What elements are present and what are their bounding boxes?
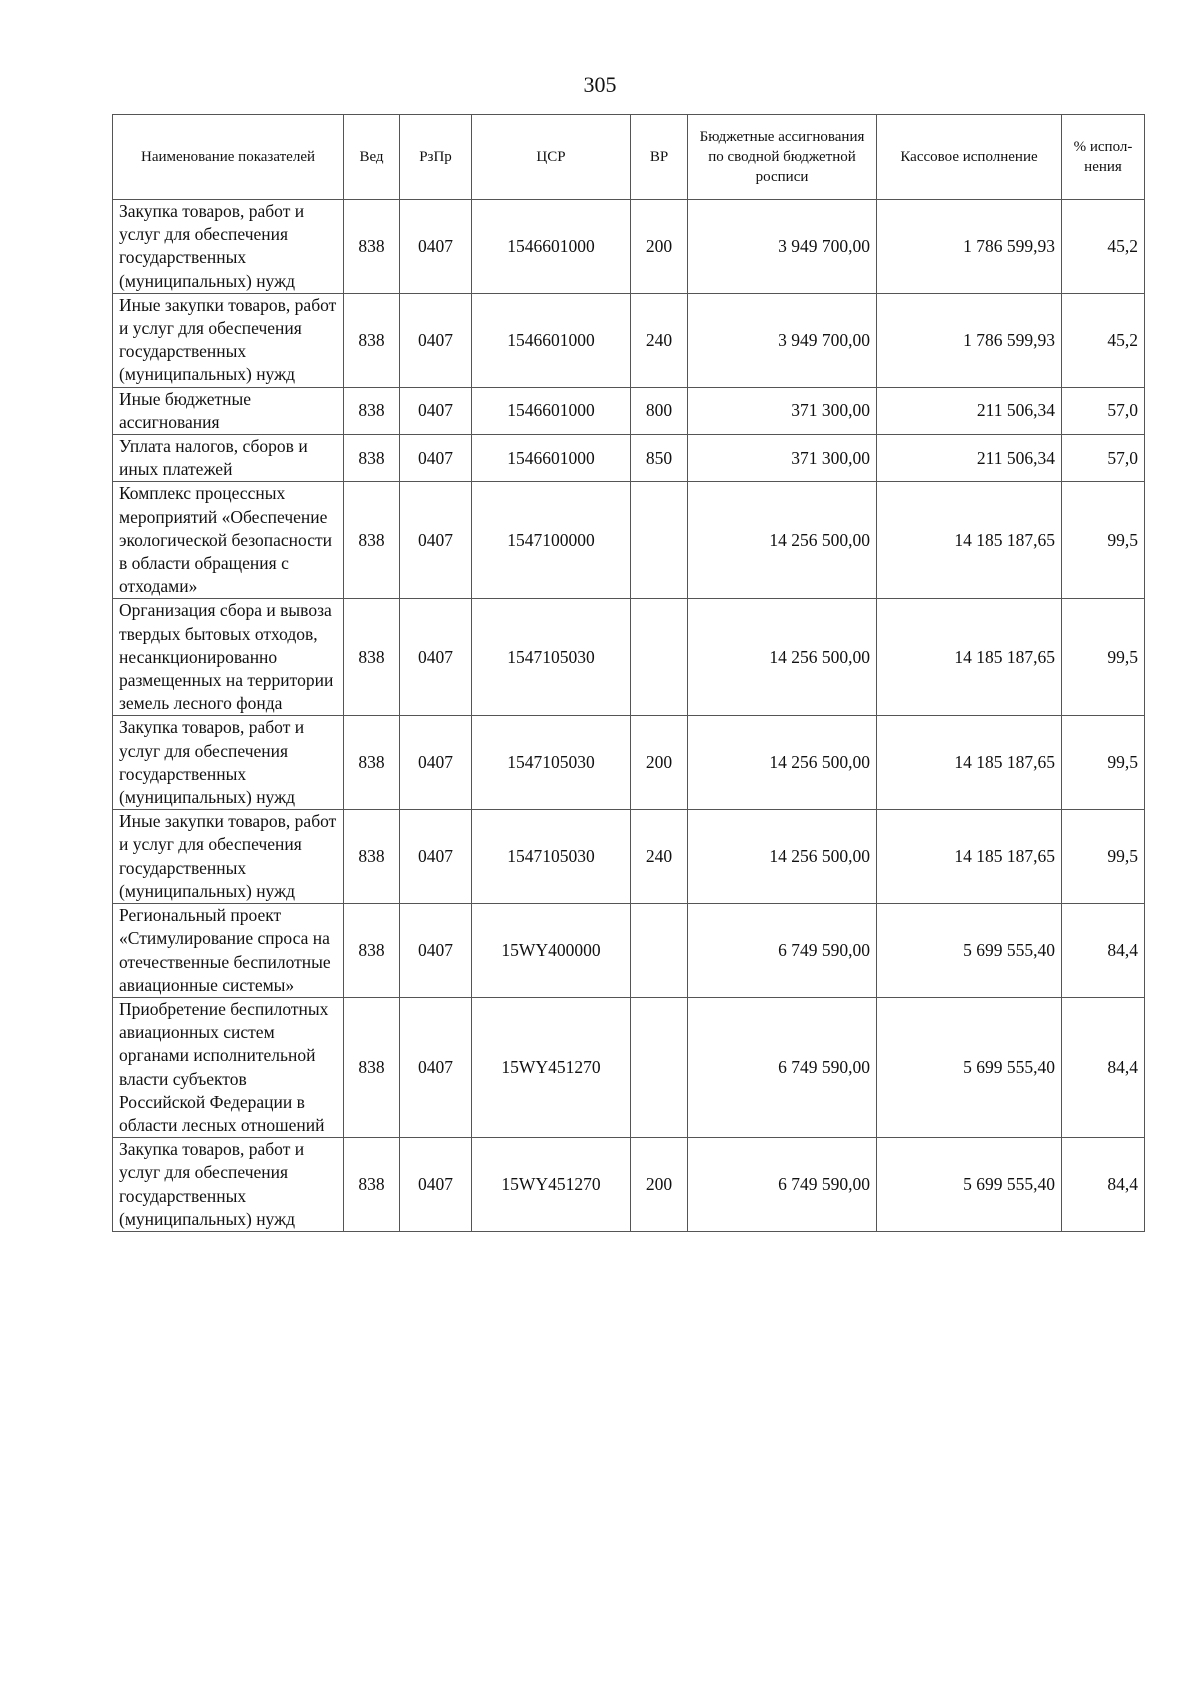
cell-pct: 45,2 bbox=[1062, 200, 1145, 294]
cell-budget: 14 256 500,00 bbox=[688, 810, 877, 904]
cell-name: Региональный проект «Стимулирование спроса на отечественные беспилотные авиационные системы» bbox=[113, 904, 344, 998]
cell-csr: 1547100000 bbox=[472, 482, 631, 599]
cell-rzpr: 0407 bbox=[400, 435, 472, 482]
cell-rzpr: 0407 bbox=[400, 1138, 472, 1232]
cell-ved: 838 bbox=[344, 1138, 400, 1232]
cell-rzpr: 0407 bbox=[400, 997, 472, 1137]
cell-name: Организация сбора и вывоза твердых бытовых отходов, несанкционированно размещенных на территории земель лесного фонда bbox=[113, 599, 344, 716]
cell-ved: 838 bbox=[344, 293, 400, 387]
cell-ved: 838 bbox=[344, 200, 400, 294]
table-body bbox=[113, 200, 1145, 1232]
cell-vr bbox=[631, 482, 688, 599]
table-header-row bbox=[113, 115, 1145, 200]
cell-cash: 5 699 555,40 bbox=[877, 1138, 1062, 1232]
cell-pct: 99,5 bbox=[1062, 482, 1145, 599]
cell-csr: 15WY451270 bbox=[472, 997, 631, 1137]
cell-name: Закупка товаров, работ и услуг для обеспечения государственных (муниципальных) нужд bbox=[113, 200, 344, 294]
table-row bbox=[113, 810, 1145, 904]
cell-vr: 240 bbox=[631, 293, 688, 387]
cell-rzpr: 0407 bbox=[400, 810, 472, 904]
cell-pct: 99,5 bbox=[1062, 716, 1145, 810]
cell-pct: 99,5 bbox=[1062, 810, 1145, 904]
cell-cash: 5 699 555,40 bbox=[877, 904, 1062, 998]
cell-pct: 84,4 bbox=[1062, 904, 1145, 998]
table-row bbox=[113, 716, 1145, 810]
cell-budget: 6 749 590,00 bbox=[688, 1138, 877, 1232]
table-row bbox=[113, 997, 1145, 1137]
cell-vr: 200 bbox=[631, 200, 688, 294]
budget-execution-table bbox=[112, 114, 1145, 1232]
cell-cash: 14 185 187,65 bbox=[877, 599, 1062, 716]
header-name: Наименование показателей bbox=[113, 115, 344, 200]
cell-pct: 84,4 bbox=[1062, 997, 1145, 1137]
cell-budget: 14 256 500,00 bbox=[688, 599, 877, 716]
cell-ved: 838 bbox=[344, 904, 400, 998]
cell-budget: 371 300,00 bbox=[688, 435, 877, 482]
cell-budget: 3 949 700,00 bbox=[688, 200, 877, 294]
cell-cash: 14 185 187,65 bbox=[877, 716, 1062, 810]
cell-ved: 838 bbox=[344, 599, 400, 716]
cell-budget: 6 749 590,00 bbox=[688, 904, 877, 998]
cell-name: Закупка товаров, работ и услуг для обеспечения государственных (муниципальных) нужд bbox=[113, 716, 344, 810]
cell-rzpr: 0407 bbox=[400, 599, 472, 716]
cell-rzpr: 0407 bbox=[400, 904, 472, 998]
cell-name: Приобретение беспилотных авиационных систем органами исполнительной власти субъектов Российской Федерации в области лесных отношений bbox=[113, 997, 344, 1137]
cell-budget: 3 949 700,00 bbox=[688, 293, 877, 387]
cell-rzpr: 0407 bbox=[400, 293, 472, 387]
cell-cash: 1 786 599,93 bbox=[877, 293, 1062, 387]
cell-name: Иные закупки товаров, работ и услуг для обеспечения государственных (муниципальных) нужд bbox=[113, 293, 344, 387]
cell-rzpr: 0407 bbox=[400, 387, 472, 434]
cell-pct: 57,0 bbox=[1062, 387, 1145, 434]
header-csr: ЦСР bbox=[472, 115, 631, 200]
cell-cash: 1 786 599,93 bbox=[877, 200, 1062, 294]
cell-vr: 240 bbox=[631, 810, 688, 904]
cell-csr: 15WY400000 bbox=[472, 904, 631, 998]
table-row bbox=[113, 599, 1145, 716]
cell-cash: 14 185 187,65 bbox=[877, 482, 1062, 599]
cell-csr: 1547105030 bbox=[472, 810, 631, 904]
cell-ved: 838 bbox=[344, 482, 400, 599]
cell-cash: 211 506,34 bbox=[877, 435, 1062, 482]
cell-rzpr: 0407 bbox=[400, 482, 472, 599]
cell-cash: 211 506,34 bbox=[877, 387, 1062, 434]
cell-budget: 14 256 500,00 bbox=[688, 482, 877, 599]
cell-csr: 1547105030 bbox=[472, 716, 631, 810]
cell-csr: 15WY451270 bbox=[472, 1138, 631, 1232]
cell-vr bbox=[631, 599, 688, 716]
header-pct: % испол-нения bbox=[1062, 115, 1145, 200]
cell-csr: 1546601000 bbox=[472, 200, 631, 294]
cell-vr: 200 bbox=[631, 716, 688, 810]
cell-ved: 838 bbox=[344, 810, 400, 904]
cell-budget: 371 300,00 bbox=[688, 387, 877, 434]
cell-name: Иные закупки товаров, работ и услуг для обеспечения государственных (муниципальных) нужд bbox=[113, 810, 344, 904]
cell-budget: 14 256 500,00 bbox=[688, 716, 877, 810]
header-ved: Вед bbox=[344, 115, 400, 200]
header-cash: Кассовое исполнение bbox=[877, 115, 1062, 200]
cell-rzpr: 0407 bbox=[400, 716, 472, 810]
header-budget: Бюджетные ассигнования по сводной бюджетной росписи bbox=[688, 115, 877, 200]
cell-pct: 57,0 bbox=[1062, 435, 1145, 482]
table-row bbox=[113, 200, 1145, 294]
cell-ved: 838 bbox=[344, 716, 400, 810]
header-vr: ВР bbox=[631, 115, 688, 200]
table-row bbox=[113, 482, 1145, 599]
cell-ved: 838 bbox=[344, 997, 400, 1137]
cell-ved: 838 bbox=[344, 435, 400, 482]
cell-vr: 800 bbox=[631, 387, 688, 434]
cell-vr: 200 bbox=[631, 1138, 688, 1232]
cell-pct: 45,2 bbox=[1062, 293, 1145, 387]
table-row bbox=[113, 293, 1145, 387]
cell-name: Уплата налогов, сборов и иных платежей bbox=[113, 435, 344, 482]
cell-ved: 838 bbox=[344, 387, 400, 434]
cell-name: Комплекс процессных мероприятий «Обеспечение экологической безопасности в области обращения с отходами» bbox=[113, 482, 344, 599]
cell-csr: 1546601000 bbox=[472, 387, 631, 434]
header-rzpr: РзПр bbox=[400, 115, 472, 200]
table-row bbox=[113, 1138, 1145, 1232]
table-row bbox=[113, 904, 1145, 998]
cell-rzpr: 0407 bbox=[400, 200, 472, 294]
table-row bbox=[113, 435, 1145, 482]
cell-vr bbox=[631, 997, 688, 1137]
cell-cash: 14 185 187,65 bbox=[877, 810, 1062, 904]
cell-csr: 1546601000 bbox=[472, 435, 631, 482]
cell-cash: 5 699 555,40 bbox=[877, 997, 1062, 1137]
cell-csr: 1546601000 bbox=[472, 293, 631, 387]
cell-vr: 850 bbox=[631, 435, 688, 482]
cell-name: Закупка товаров, работ и услуг для обеспечения государственных (муниципальных) нужд bbox=[113, 1138, 344, 1232]
cell-budget: 6 749 590,00 bbox=[688, 997, 877, 1137]
cell-pct: 99,5 bbox=[1062, 599, 1145, 716]
cell-name: Иные бюджетные ассигнования bbox=[113, 387, 344, 434]
cell-csr: 1547105030 bbox=[472, 599, 631, 716]
cell-vr bbox=[631, 904, 688, 998]
page-number: 305 bbox=[583, 72, 617, 97]
cell-pct: 84,4 bbox=[1062, 1138, 1145, 1232]
table-row bbox=[113, 387, 1145, 434]
